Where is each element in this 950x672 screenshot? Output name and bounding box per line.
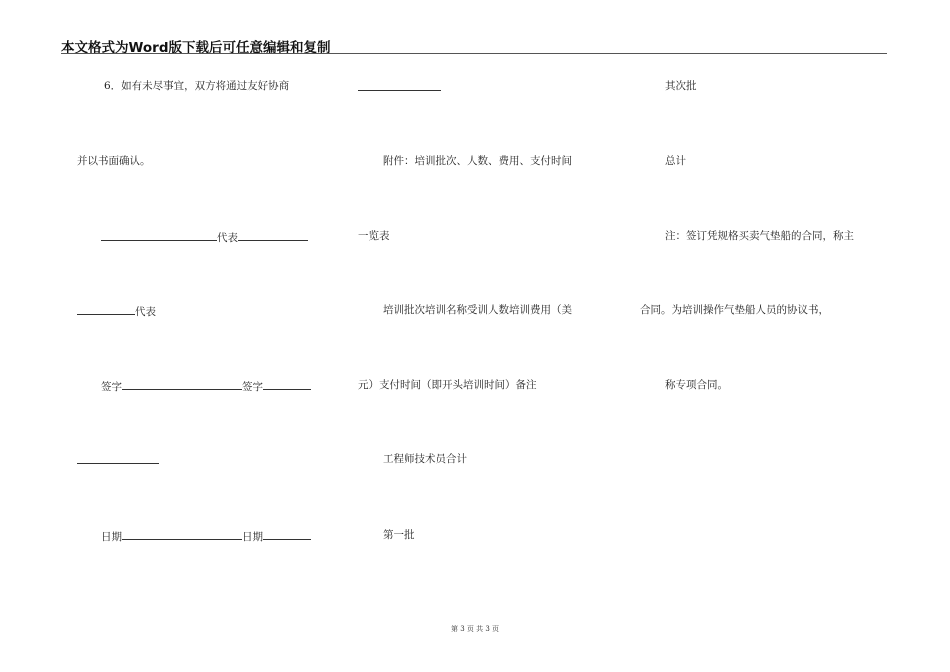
date-blank [263,529,311,540]
note-line-1: 注：签订凭规格买卖气垫船的合同，称主 [665,230,854,242]
signature-row [101,379,311,393]
representative-label: 代表 [135,306,156,318]
note-line-2: 合同。为培训操作气垫船人员的协议书， [640,304,829,316]
attachment-line-1: 附件：培训批次、人数、费用、支付时间 [383,155,572,167]
date-row [101,529,311,543]
signature-blank [101,230,217,241]
signature-label: 签字 [242,381,263,393]
clause-6-line-2: 并以书面确认。 [77,155,151,167]
representative-row-1 [101,230,308,244]
table-header-line-1: 培训批次培训名称受训人数培训费用（美 [383,304,572,316]
date-label: 日期 [242,531,263,543]
page-number-footer: 第 3 页 共 3 页 [450,625,500,633]
clause-6-line-1: 6．如有未尽事宜，双方将通过友好协商 [104,80,290,92]
table-row-first-batch: 第一批 [383,529,415,541]
signature-blank [77,453,159,464]
date-label: 日期 [101,531,122,543]
signature-label: 签字 [101,381,122,393]
representative-label: 代表 [217,232,238,244]
signature-blank [238,230,308,241]
signature-blank [122,379,242,390]
attachment-line-2: 一览表 [358,230,390,242]
table-row-second-batch: 其次批 [665,80,697,92]
header-divider [61,53,887,54]
representative-row-2 [77,304,156,318]
date-blank [122,529,242,540]
signature-blank [77,304,135,315]
blank-line-row [77,453,159,467]
table-row-engineer: 工程师技术员合计 [383,453,467,465]
signature-blank [358,80,441,91]
note-line-3: 称专项合同。 [665,379,728,391]
table-header-line-2: 元）支付时间（即开头培训时间）备注 [358,379,537,391]
document-header-title: 本文格式为Word版下载后可任意编辑和复制 [61,40,331,56]
table-row-total: 总计 [665,155,686,167]
signature-blank [263,379,311,390]
blank-line-row [358,80,441,94]
